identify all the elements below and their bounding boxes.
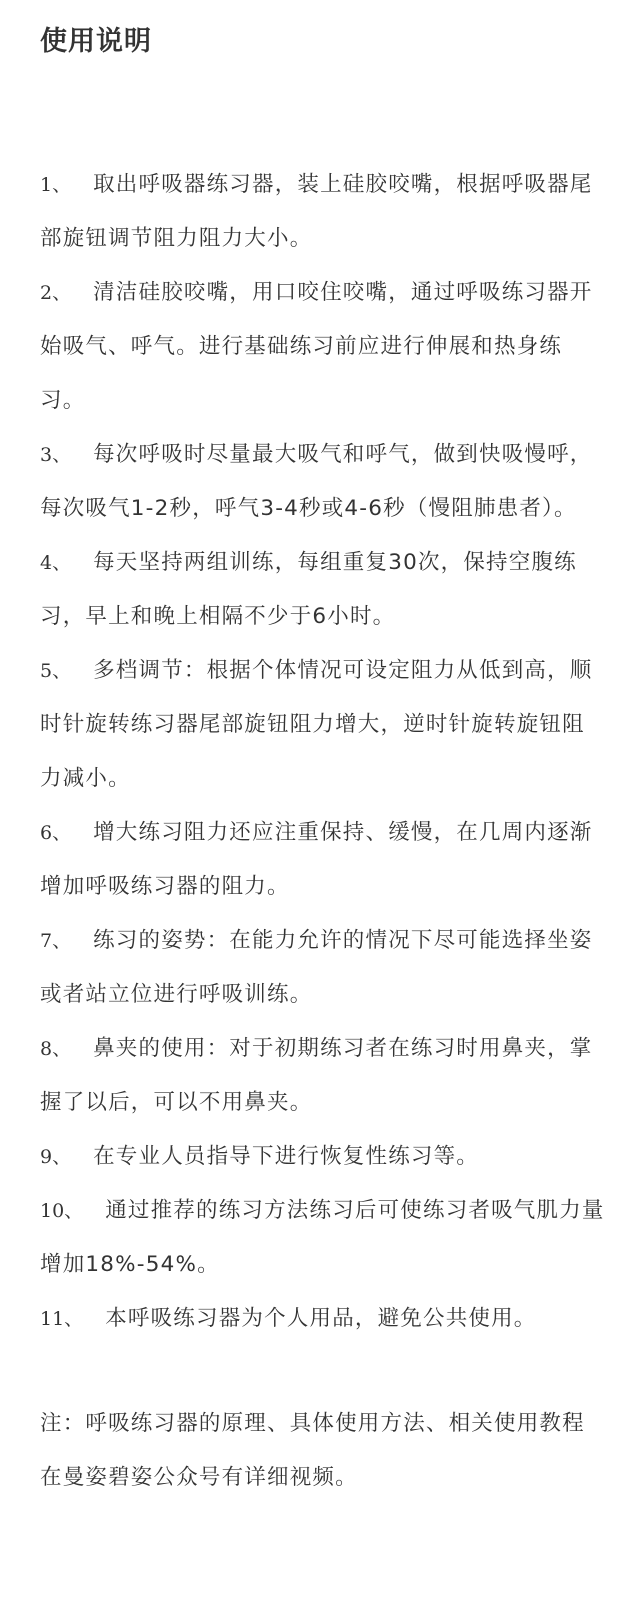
item-number: 3、	[40, 444, 72, 466]
item-text: 本呼吸练习器为个人用品，避免公共使用。	[105, 1306, 537, 1331]
instruction-item-6	[40, 806, 606, 914]
item-text: 鼻夹的使用：对于初期练习者在练习时用鼻夹，掌握了以后，可以不用鼻夹。	[40, 1036, 593, 1115]
instruction-item-5	[40, 644, 606, 806]
item-number: 2、	[40, 282, 72, 304]
item-text: 增大练习阻力还应注重保持、缓慢，在几周内逐渐增加呼吸练习器的阻力。	[40, 820, 593, 899]
instruction-item-3	[40, 428, 606, 536]
instruction-item-7	[40, 914, 606, 1022]
item-number: 4、	[40, 552, 72, 574]
item-number: 11、	[40, 1308, 84, 1330]
item-number: 8、	[40, 1038, 72, 1060]
instruction-item-4	[40, 536, 606, 644]
item-text: 清洁硅胶咬嘴，用口咬住咬嘴，通过呼吸练习器开始吸气、呼气。进行基础练习前应进行伸展和热身练习。	[40, 280, 593, 413]
item-text: 在专业人员指导下进行恢复性练习等。	[93, 1144, 479, 1169]
item-text: 通过推荐的练习方法练习后可使练习者吸气肌力量增加18%-54%。	[40, 1198, 605, 1277]
item-number: 9、	[40, 1146, 72, 1168]
instruction-item-10	[40, 1184, 606, 1292]
item-number: 7、	[40, 930, 72, 952]
item-text: 每次呼吸时尽量最大吸气和呼气，做到快吸慢呼，每次吸气1-2秒，呼气3-4秒或4-6秒（慢阻肺患者）。	[40, 442, 593, 521]
item-number: 5、	[40, 660, 72, 682]
item-number: 6、	[40, 822, 72, 844]
instruction-item-2	[40, 266, 606, 428]
item-number: 1、	[40, 174, 72, 196]
instruction-item-1	[40, 158, 606, 266]
instruction-item-9	[40, 1130, 606, 1184]
footnote: 注：呼吸练习器的原理、具体使用方法、相关使用教程在曼姿碧姿公众号有详细视频。	[40, 1411, 585, 1490]
instruction-list	[40, 158, 606, 1346]
page-title: 使用说明	[40, 26, 152, 57]
item-text: 练习的姿势：在能力允许的情况下尽可能选择坐姿或者站立位进行呼吸训练。	[40, 928, 593, 1007]
item-text: 每天坚持两组训练，每组重复30次，保持空腹练习，早上和晚上相隔不少于6小时。	[40, 550, 577, 629]
instruction-item-11	[40, 1292, 606, 1346]
item-text: 多档调节：根据个体情况可设定阻力从低到高，顺时针旋转练习器尾部旋钮阻力增大，逆时针旋转旋钮阻力减小。	[40, 658, 593, 791]
instruction-item-8	[40, 1022, 606, 1130]
item-text: 取出呼吸器练习器，装上硅胶咬嘴，根据呼吸器尾部旋钮调节阻力阻力大小。	[40, 172, 593, 251]
item-number: 10、	[40, 1200, 84, 1222]
